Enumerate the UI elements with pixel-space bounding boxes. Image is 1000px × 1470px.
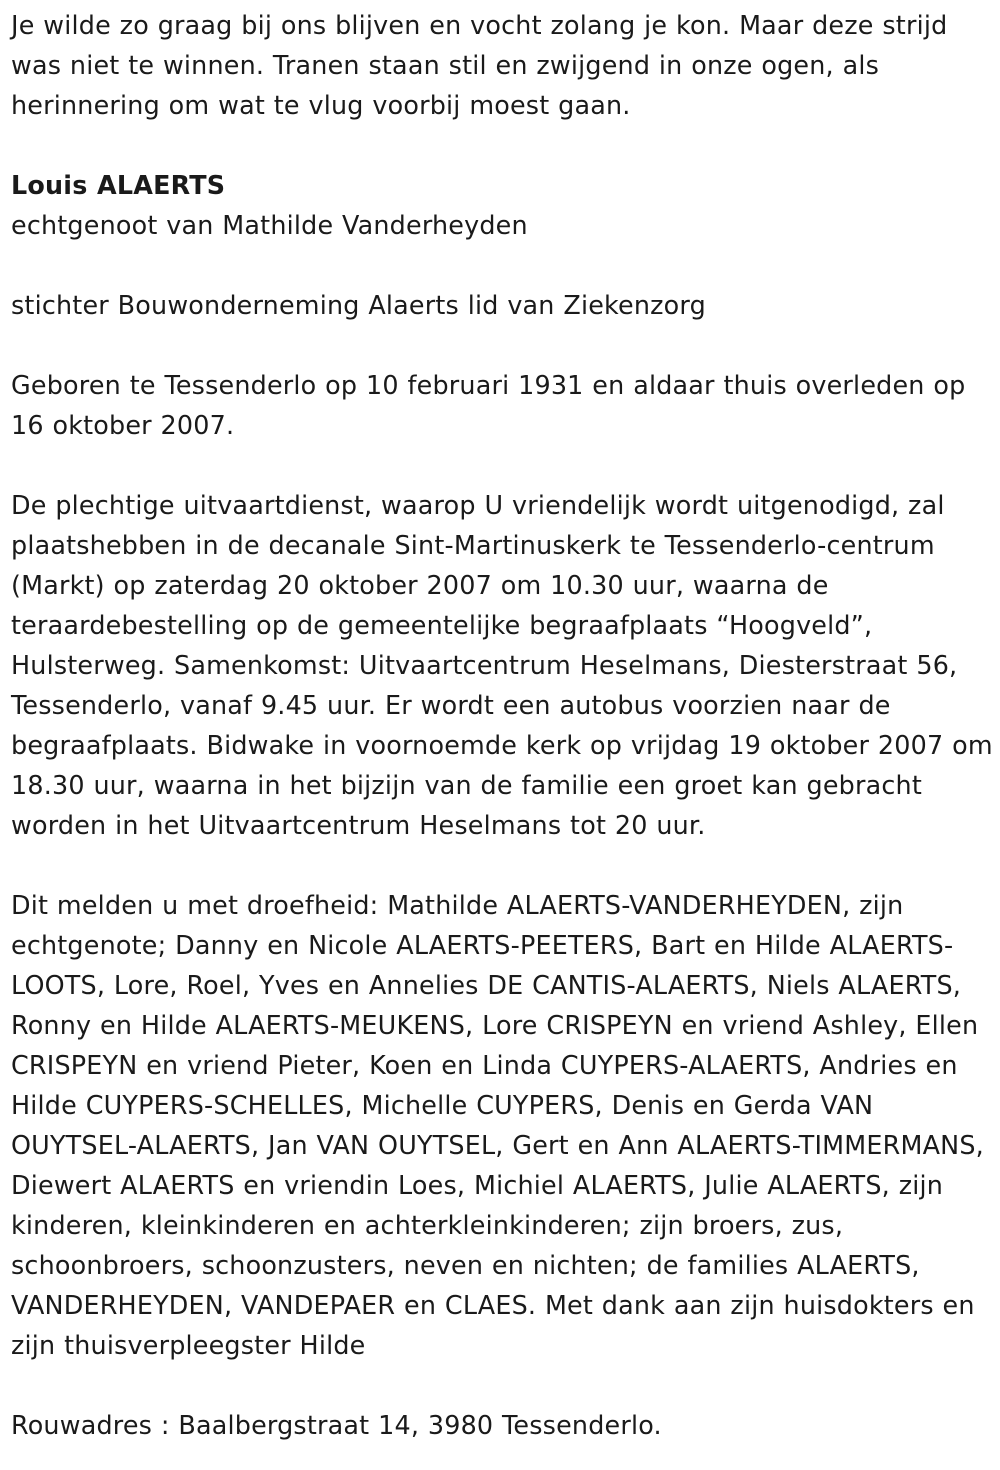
intro-paragraph: Je wilde zo graag bij ons blijven en vocht zolang je kon. Maar deze strijd was niet te winnen. Tranen staan stil en zwijgend in onze ogen, als herinnering om wat te vlug voorbij moest gaan. xyxy=(11,10,948,120)
obituary-document xyxy=(11,5,996,1445)
spouse-line: echtgenoot van Mathilde Vanderheyden xyxy=(11,210,528,240)
spacer xyxy=(11,125,996,165)
family-paragraph: Dit melden u met droefheid: Mathilde ALAERTS-VANDERHEYDEN, zijn echtgenote; Danny en Nicole ALAERTS-PEETERS, Bart en Hilde ALAERTS-LOOTS, Lore, Roel, Yves en Annelies DE CANTIS-ALAERTS, Niels ALAERTS, Ronny en Hilde ALAERTS-MEUKENS, Lore CRISPEYN en vriend Ashley, Ellen CRISPEYN en vriend Pieter, Koen en Linda CUYPERS-ALAERTS, Andries en Hilde CUYPERS-SCHELLES, Michelle CUYPERS, Denis en Gerda VAN OUYTSEL-ALAERTS, Jan VAN OUYTSEL, Gert en Ann ALAERTS-TIMMERMANS, Diewert ALAERTS en vriendin Loes, Michiel ALAERTS, Julie ALAERTS, zijn kinderen, kleinkinderen en achterkleinkinderen; zijn broers, zus, schoonbroers, schoonzusters, neven en nichten; de families ALAERTS, VANDERHEYDEN, VANDEPAER en CLAES. Met dank aan zijn huisdokters en zijn thuisverpleegster Hilde xyxy=(11,890,984,1360)
spacer xyxy=(11,325,996,365)
birth-death-paragraph: Geboren te Tessenderlo op 10 februari 1931 en aldaar thuis overleden op 16 oktober 2007. xyxy=(11,370,966,440)
spacer xyxy=(11,245,996,285)
ceremony-paragraph: De plechtige uitvaartdienst, waarop U vriendelijk wordt uitgenodigd, zal plaatshebben in de decanale Sint-Martinuskerk te Tessenderlo-centrum (Markt) op zaterdag 20 oktober 2007 om 10.30 uur, waarna de teraardebestelling op de gemeentelijke begraafplaats “Hoogveld”, Hulsterweg. Samenkomst: Uitvaartcentrum Heselmans, Diesterstraat 56, Tessenderlo, vanaf 9.45 uur. Er wordt een autobus voorzien naar de begraafplaats. Bidwake in voornoemde kerk op vrijdag 19 oktober 2007 om 18.30 uur, waarna in het bijzijn van de familie een groet kan gebracht worden in het Uitvaartcentrum Heselmans tot 20 uur. xyxy=(11,490,993,840)
deceased-name: Louis ALAERTS xyxy=(11,170,226,200)
spacer xyxy=(11,845,996,885)
spacer xyxy=(11,445,996,485)
role-line: stichter Bouwonderneming Alaerts lid van Ziekenzorg xyxy=(11,290,706,320)
spacer xyxy=(11,1365,996,1405)
mourning-address: Rouwadres : Baalbergstraat 14, 3980 Tessenderlo. xyxy=(11,1410,662,1440)
